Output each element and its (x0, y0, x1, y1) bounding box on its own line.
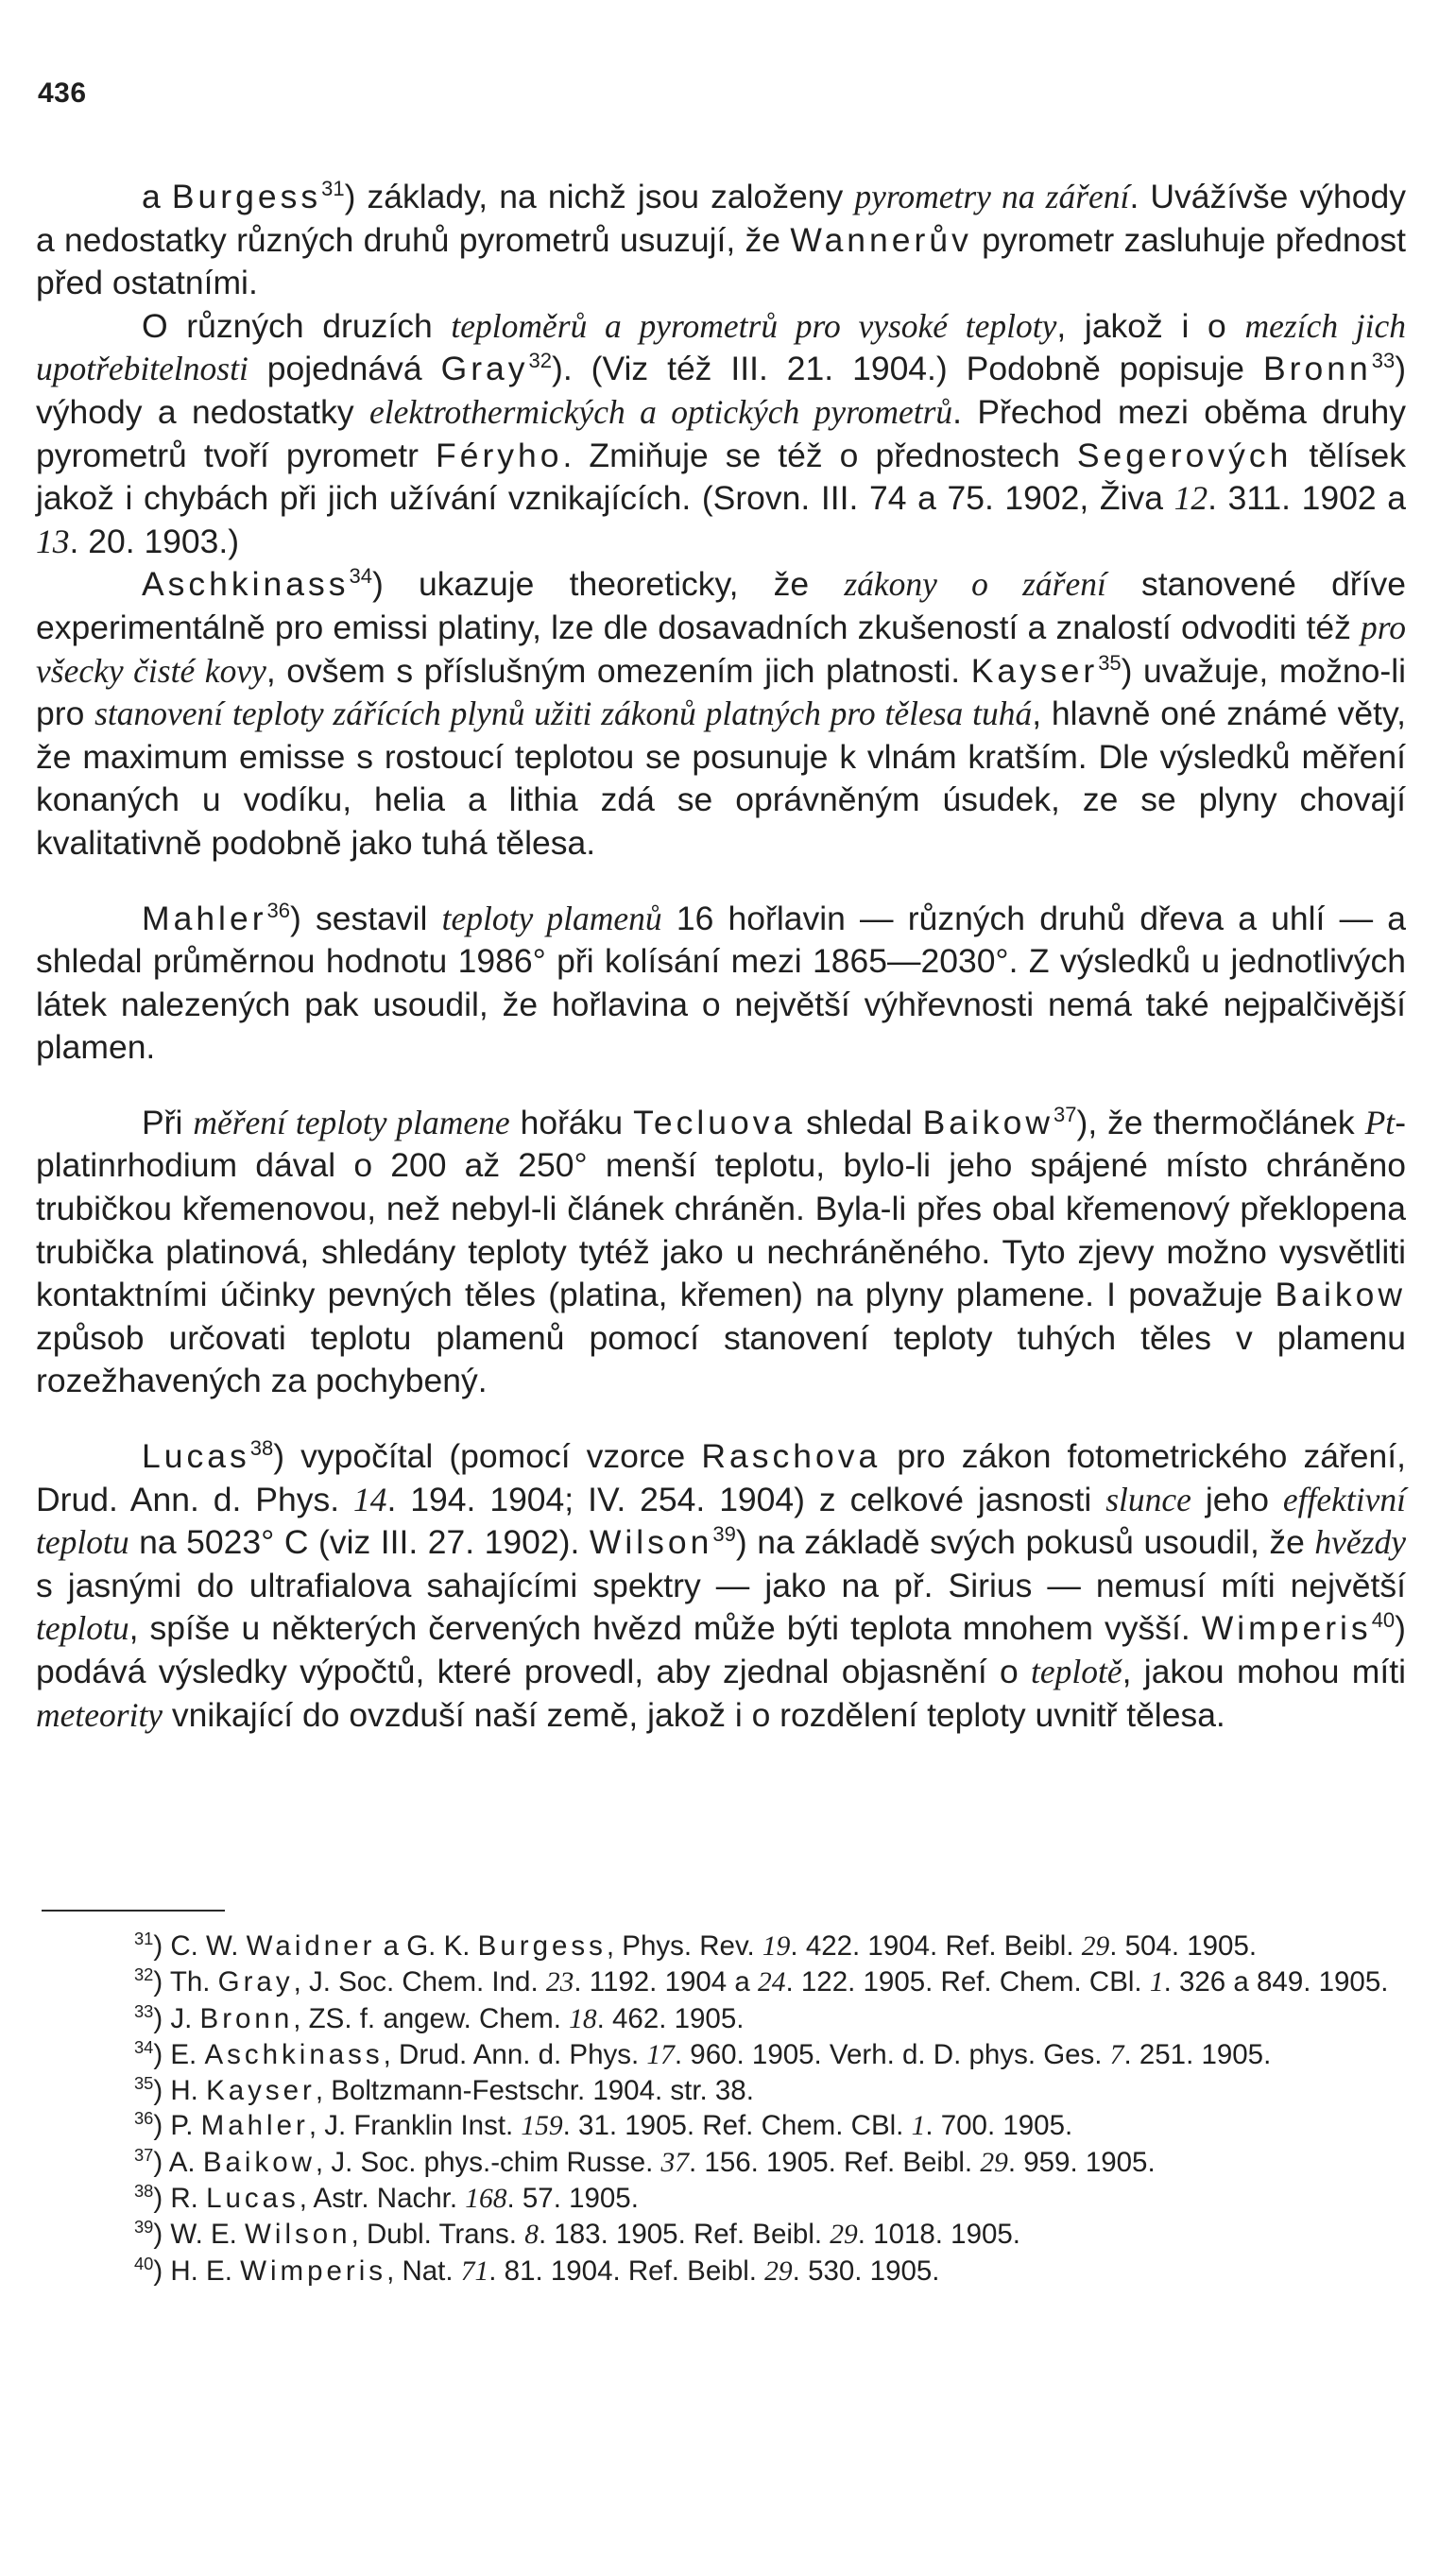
text-run: ) J. (153, 2002, 200, 2034)
footnote-ref: 40 (1371, 1608, 1396, 1633)
text-run: hořáku (509, 1103, 634, 1141)
text-run: , Dubl. Trans. (351, 2219, 525, 2251)
spaced-name: Gray (217, 1966, 294, 1998)
italic-term: 29 (980, 2147, 1008, 2178)
text-run: jeho (1190, 1480, 1283, 1518)
text-run: . 1018. 1905. (857, 2219, 1020, 2251)
footnote-ref: 39 (712, 1522, 736, 1547)
text-run: vnikající do ovzduší naší země, jakož i o rozdělení teploty uvnitř tělesa. (163, 1695, 1225, 1734)
footnote (36, 2037, 1406, 2073)
spaced-name: Baikow (922, 1103, 1054, 1141)
spaced-name: Kayser (206, 2075, 316, 2107)
footnote-number: 40 (134, 2253, 154, 2273)
text-run: ) výhody a nedostatky (36, 350, 1407, 431)
footnote (36, 2254, 1406, 2289)
text-run: . Uvážívše výhody a nedostatky různých druhů pyrometrů usuzují, že (36, 178, 1407, 259)
spaced-name: Bronn (199, 2002, 294, 2034)
text-run: pro zákon fotometrického záření, Drud. Ann. d. Phys. (36, 1437, 1406, 1518)
footnote-text (153, 1966, 1388, 1998)
text-run: pojednává (248, 350, 441, 388)
spaced-name: Segerových (1076, 436, 1293, 474)
spaced-name: Lucas (206, 2183, 300, 2215)
text-run: , ovšem s příslušným omezením jich platnosti. (266, 651, 971, 690)
spaced-name: Tecluova (633, 1103, 797, 1141)
text-run: ) R. (153, 2183, 207, 2215)
spaced-name: Wilson (245, 2219, 351, 2251)
footnote (36, 2217, 1406, 2253)
spaced-name: Wimperis (240, 2255, 387, 2287)
italic-term: 159 (521, 2111, 563, 2142)
text-run: , Boltzmann-Festschr. 1904. str. 38. (315, 2075, 754, 2107)
footnote-ref: 37 (1053, 1103, 1077, 1127)
footnote-text (153, 2110, 1072, 2141)
text-run: ) Th. (153, 1966, 218, 1998)
italic-term: teplotě (1031, 1653, 1122, 1690)
italic-term: mezích jich upotřebitelnosti (36, 306, 1407, 388)
text-run: , J. Franklin Inst. (308, 2110, 522, 2142)
text-run: . 462. 1905. (596, 2002, 745, 2034)
text-run: . 311. 1902 a (1208, 479, 1406, 518)
text-run: tělísek jakož i chybách při jich užívání vznikajících. (Srovn. III. 74 a 75. 1902, Živa (36, 436, 1406, 518)
italic-term: 19 (762, 1931, 791, 1962)
text-run: ) E. (153, 2038, 205, 2070)
footnote-text (153, 2219, 1020, 2250)
italic-term: 24 (758, 1967, 786, 1998)
text-run: ). (Viz též III. 21. 1904.) Podobně popisuje (552, 350, 1263, 388)
italic-term: elektrothermických a optických pyrometrů (369, 392, 953, 431)
footnote-text (153, 1930, 1257, 1962)
spaced-name: Wimperis (1201, 1609, 1372, 1648)
text-run: . 20. 1903.) (69, 522, 240, 560)
italic-term: 7 (1109, 2039, 1124, 2070)
text-run: . 530. 1905. (792, 2255, 940, 2287)
italic-term: 17 (646, 2039, 675, 2070)
text-run: ) A. (153, 2146, 203, 2178)
text-run: ) W. E. (153, 2219, 246, 2251)
spaced-name: Raschova (701, 1437, 882, 1476)
text-run: . 194. 1904; IV. 254. 1904) z celkové jasnosti (386, 1480, 1106, 1518)
text-run: ) uvažuje, možno-li pro (36, 651, 1406, 733)
text-run: , jakou mohou míti (1122, 1653, 1406, 1690)
text-run: . 1192. 1904 a (574, 1966, 758, 1998)
text-run: , Drud. Ann. d. Phys. (383, 2038, 647, 2070)
text-run: , jakož i o (1056, 306, 1245, 345)
text-run: ) P. (153, 2110, 201, 2142)
text-run: . 422. 1904. Ref. Beibl. (790, 1930, 1082, 1962)
text-run: . 156. 1905. Ref. Beibl. (689, 2146, 981, 2178)
text-run: . 122. 1905. Ref. Chem. CBl. (785, 1966, 1150, 1998)
text-run: . Přechod mezi oběma druhy pyrometrů tvoří pyrometr (36, 392, 1406, 474)
italic-term: 37 (660, 2147, 690, 2178)
footnote-text (153, 2147, 1155, 2178)
spaced-name: Burgess (477, 1930, 607, 1962)
paragraph (36, 898, 1406, 1070)
italic-term: měření teploty plamene (193, 1103, 510, 1141)
text-run: , Phys. Rev. (606, 1930, 762, 1962)
spaced-name: Féryho (436, 436, 563, 474)
footnote-number: 35 (134, 2073, 154, 2094)
spaced-name: Baikow (1275, 1276, 1406, 1314)
footnote (36, 1929, 1406, 1964)
paragraph (36, 176, 1406, 305)
italic-term: teploty plamenů (441, 899, 662, 937)
footnote-number: 36 (134, 2108, 154, 2129)
italic-term: 1 (911, 2111, 926, 2142)
paragraph (36, 563, 1406, 865)
text-run: . 183. 1905. Ref. Beibl. (538, 2219, 831, 2251)
text-run: O různých druzích (142, 306, 452, 345)
footnote-number: 33 (134, 2000, 154, 2021)
paragraph (36, 305, 1406, 564)
italic-term: Pt (1364, 1103, 1396, 1141)
italic-term: pro všecky čisté kovy (36, 608, 1406, 690)
text-run: pyrometr zasluhuje přednost před ostatními. (36, 220, 1406, 302)
text-run: . 326 a 849. 1905. (1163, 1966, 1389, 1998)
italic-term: effektivní teplotu (36, 1480, 1406, 1562)
footnote-ref: 31 (321, 177, 345, 201)
italic-term: 29 (764, 2255, 793, 2287)
footnote-number: 31 (134, 1929, 154, 1949)
spaced-name: Waidner (246, 1930, 376, 1962)
spaced-name: Aschkinass (142, 565, 350, 604)
text-run: Při (142, 1103, 194, 1141)
footnotes (36, 1929, 1406, 2289)
footnote-ref: 32 (528, 349, 552, 373)
footnote (36, 2108, 1406, 2144)
text-run: . 959. 1905. (1007, 2146, 1156, 2178)
italic-term: slunce (1105, 1480, 1191, 1518)
italic-term: teplotu (36, 1609, 129, 1648)
text-run: . 504. 1905. (1109, 1930, 1258, 1962)
italic-term: 14 (353, 1480, 387, 1518)
text-run: , ZS. f. angew. Chem. (293, 2002, 570, 2034)
spaced-name: Lucas (142, 1437, 250, 1476)
text-run: , spíše u některých červených hvězd může býti teplota mnohem vyšší. (128, 1609, 1202, 1648)
spaced-name: Mahler (200, 2110, 309, 2142)
italic-term: 8 (524, 2220, 539, 2251)
footnote-number: 37 (134, 2144, 154, 2165)
text-run: ) na základě svých pokusů usoudil, že (735, 1523, 1315, 1562)
italic-term: stanovení teploty zářících plynů užiti zákonů platných pro tělesa tuhá (94, 694, 1033, 733)
footnote-divider (42, 1910, 225, 1912)
spaced-name: Wannerův (790, 220, 972, 259)
text-run: . 960. 1905. Verh. d. D. phys. Ges. (674, 2038, 1110, 2070)
italic-term: meteority (36, 1695, 163, 1734)
text-run: ) ukazuje theoreticky, že (372, 565, 845, 604)
paragraph (36, 1435, 1406, 1737)
footnote-number: 39 (134, 2217, 154, 2238)
footnote-number: 34 (134, 2037, 154, 2058)
footnote-text (153, 2075, 754, 2106)
paragraph (36, 1102, 1406, 1403)
spaced-name: Burgess (171, 178, 322, 215)
text-run: ), že thermočlánek (1076, 1103, 1365, 1141)
text-run: . 81. 1904. Ref. Beibl. (488, 2255, 765, 2287)
text-run: , hlavně oné známé věty, že maximum emisse s rostoucí teplotou se posunuje k vlnám kratším. Dle výsledků měření konaných u vodíku, helia a lithia zdá se oprávněným úsudek, ze se plyny chovají kvalitativně podobně jako tuhá tělesa. (36, 694, 1406, 862)
spaced-name: Gray (440, 350, 529, 388)
text-run: , Nat. (386, 2255, 461, 2287)
text-run: způsob určovati teplotu plamenů pomocí stanovení teploty tuhých těles v plamenu rozežhavených za pochybený. (36, 1318, 1406, 1400)
footnote (36, 2073, 1406, 2108)
italic-term: hvězdy (1314, 1523, 1406, 1562)
italic-term: teploměrů a pyrometrů pro vysoké teploty (451, 306, 1057, 345)
text-run: -platinrhodium dával o 200 až 250° menší teplotu, bylo-li jeho spájené místo chráněno trubičkou křemenovou, než nebyl-li článek chráněn. Byla-li přes obal křemenový překlopena trubička platinová, shledány teploty tytéž jako u nechráněného. Tyto zjevy možno vysvětliti kontaktními účinky pevných těles (platina, křemen) na plyny plamene. I považuje (36, 1103, 1407, 1314)
footnote-text (153, 2039, 1271, 2070)
italic-term: 168 (465, 2184, 507, 2215)
footnote-text (153, 2183, 639, 2214)
spaced-name: Kayser (970, 651, 1099, 690)
italic-term: pyrometry na záření (854, 178, 1130, 215)
italic-term: 13 (36, 522, 70, 560)
page-number: 436 (38, 77, 87, 109)
footnote-ref: 36 (266, 898, 290, 922)
text-run: 16 hořlavin — různých druhů dřeva a uhlí — a shledal průměrnou hodnotu 1986° při kolísání mezi 1865—2030°. Z výsledků u jednotlivých látek nalezených pak usoudil, že hořlavina o největší výhřevnosti nemá také nejpalčivější plamen. (36, 899, 1407, 1067)
italic-term: zákony o záření (844, 565, 1106, 604)
text-run: ) C. W. (153, 1930, 247, 1962)
footnote-text (153, 2003, 744, 2034)
text-run: a G. K. (375, 1930, 478, 1962)
footnote-number: 38 (134, 2181, 154, 2202)
main-text (36, 176, 1406, 1737)
text-run: stanovené dříve experimentálně pro emissi platiny, lze dle dosavadních zkušeností a znalostí odvoditi též (36, 565, 1406, 646)
footnote (36, 2001, 1406, 2037)
text-run: ) sestavil (290, 899, 442, 937)
footnote-text (153, 2255, 939, 2287)
footnote-ref: 33 (1371, 349, 1396, 373)
text-run: . 251. 1905. (1123, 2038, 1272, 2070)
spaced-name: Mahler (142, 899, 267, 937)
italic-term: 12 (1173, 479, 1208, 518)
text-run: ) H. E. (153, 2255, 241, 2287)
footnote (36, 2181, 1406, 2217)
footnote-number: 32 (134, 1964, 154, 1985)
text-run: s jasnými do ultrafialova sahajícími spektry — jako na př. Sirius — nemusí míti největší (36, 1566, 1406, 1604)
text-run: , Astr. Nachr. (299, 2183, 466, 2215)
italic-term: 23 (545, 1967, 574, 1998)
text-run: . 31. 1905. Ref. Chem. CBl. (562, 2110, 912, 2142)
text-run: . Zmiňuje se též o přednostech (562, 436, 1077, 474)
text-run: . 57. 1905. (506, 2183, 639, 2215)
text-run: shledal (796, 1103, 923, 1141)
text-run: . 700. 1905. (925, 2110, 1073, 2142)
italic-term: 71 (460, 2255, 489, 2287)
text-run: ) vypočítal (pomocí vzorce (273, 1437, 702, 1476)
text-run: , J. Soc. phys.-chim Russe. (315, 2146, 661, 2178)
footnote (36, 2145, 1406, 2181)
footnote-ref: 34 (349, 564, 373, 589)
text-run: na 5023° C (viz III. 27. 1902). (128, 1523, 590, 1562)
spaced-name: Bronn (1262, 350, 1372, 388)
text-run: ) H. (153, 2075, 207, 2107)
text-run: ) základy, na nichž jsou založeny (344, 178, 855, 215)
text-run: a (142, 178, 172, 215)
italic-term: 18 (569, 2003, 597, 2034)
footnote-ref: 35 (1098, 650, 1122, 675)
italic-term: 29 (1081, 1931, 1110, 1962)
spaced-name: Baikow (202, 2146, 316, 2178)
spaced-name: Aschkinass (204, 2038, 384, 2070)
italic-term: 29 (830, 2220, 858, 2251)
text-run: ) podává výsledky výpočtů, které provedl, aby zjednal objasnění o (36, 1609, 1406, 1690)
text-run: , J. Soc. Chem. Ind. (293, 1966, 546, 1998)
footnote-ref: 38 (249, 1436, 274, 1461)
footnote (36, 1964, 1406, 2000)
italic-term: 1 (1149, 1967, 1164, 1998)
spaced-name: Wilson (589, 1523, 713, 1562)
